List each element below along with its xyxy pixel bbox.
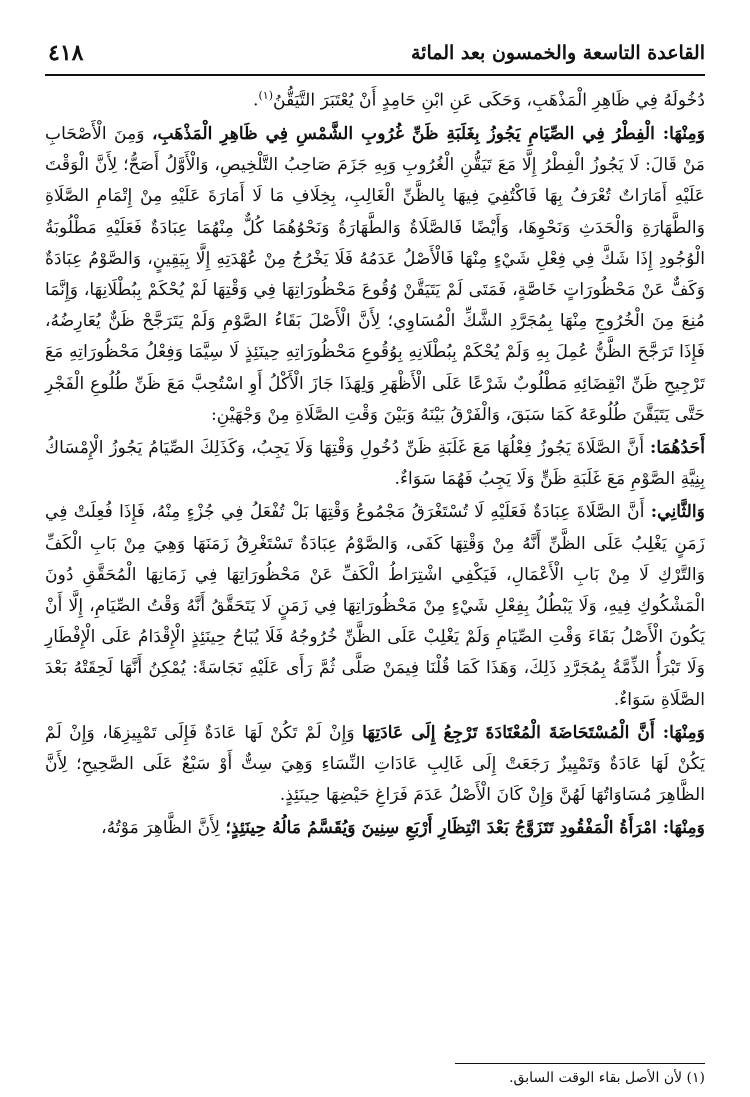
paragraph-tail: . [253, 90, 259, 111]
paragraph-lead: وَمِنْهَا: امْرَأَةُ الْمَفْقُودِ تَتَزَوَّجُ بَعْدَ انْتِظَارِ أَرْبَعِ سِنِينَ وَيُقَسَّمُ مَالُهُ حِينَئِذٍ؛ [225, 818, 705, 839]
footnote-marker[interactable]: (١) [258, 89, 273, 102]
paragraph-lead: وَمِنْهَا: أَنَّ الْمُسْتَحَاضَةَ الْمُعْتَادَةَ تَرْجِعُ إِلَى عَادَتِهَا [362, 722, 705, 743]
paragraph [45, 813, 705, 844]
paragraph [45, 497, 705, 715]
paragraph-lead: وَالثَّانِي: [650, 502, 705, 523]
paragraph-lead: أَحَدُهُمَا: [649, 437, 705, 458]
paragraph-text: لِأَنَّ الظَّاهِرَ مَوْتُهُ، [101, 818, 221, 839]
paragraph-text: أَنَّ الصَّلَاةَ عِبَادَةٌ فَعَلَيْهِ لَا تُسْتَغْرَقُ مَجْمُوعُ وَقْتِهَا بَلْ تُفْعَلُ فِي جُزْءٍ مِنْهُ، فَإِذَا فُعِلَتْ فِي زَمَنٍ يَغْلِبُ عَلَى الظَّنِّ أَنَّهُ مِنْ وَقْتِهَا كَفَى، وَالصَّوْمُ عِبَادَةٌ تَسْتَغْرِقُ زَمَنَهَا وَهِيَ مِنْ بَابِ الْكَفِّ وَالتَّرْكِ لَا مِنْ بَابِ الْأَعْمَالِ، فَيَكْفِي اشْتِرَاطُ الْكَفِّ عَنْ مَحْظُورَاتِهَا فِي زَمَانِهَا الْمُحَقَّقِ دُونَ الْمَشْكُوكِ فِيهِ، وَلَا يَبْطُلُ بِفِعْلِ شَيْءٍ مِنْ مَحْظُورَاتِهَا فِي زَمَنٍ لَا يَتَحَقَّقُ أَنَّهُ وَقْتُ الصِّيَامِ، إِلَّا أَنْ يَكُونَ الْأَصْلُ بَقَاءَ وَقْتِ الصِّيَامِ وَلَمْ يَغْلِبْ عَلَى الظَّنِّ خُرُوجُهُ فَلَا يُبَاحُ حِينَئِذٍ الْإِقْدَامُ عَلَى الْإِفْطَارِ وَلَا تَبْرَأُ الذِّمَّةُ بِمُجَرَّدِ ذَلِكَ، وَهَذَا كَمَا قُلْنَا فِيمَنْ صَلَّى ثُمَّ رَأَى عَلَيْهِ نَجَاسَةً: يُمْكِنُ أَنَّهَا لَحِقَتْهُ بَعْدَ الصَّلَاةِ سَوَاءٌ. [45, 502, 705, 710]
chapter-title: القاعدة التاسعة والخمسون بعد المائة [410, 42, 705, 64]
main-text [45, 80, 705, 845]
paragraph [45, 119, 705, 431]
paragraph-text: وَإِنْ لَمْ تَكُنْ لَهَا عَادَةٌ فَإِلَى تَمْيِيزِهَا، وَإِنْ لَمْ يَكُنْ لَهَا عَادَةٌ وَتَمْيِيزٌ رَجَعَتْ إِلَى غَالِبِ عَادَاتِ النِّسَاءِ وَهِيَ سِتٌّ أَوْ سَبْعٌ عَلَى الصَّحِيحِ؛ لِأَنَّ الظَّاهِرَ مُسَاوَاتُهَا لَهُنَّ وَإِنْ كَانَ الْأَصْلُ عَدَمَ فَرَاغِ حَيْضِهَا حِينَئِذٍ. [45, 722, 705, 806]
paragraph-text: أَنَّ الصَّلَاةَ يَجُوزُ فِعْلُهَا مَعَ غَلَبَةِ ظَنِّ دُخُولِ وَقْتِهَا وَلَا يَجِبُ، وَكَذَلِكَ الصِّيَامُ يَجُوزُ الْإِمْسَاكُ بِنِيَّةِ الصَّوْمِ مَعَ غَلَبَةِ ظَنٍّ وَلَا يَجِبُ فَهُمَا سَوَاءٌ. [45, 437, 705, 490]
paragraph [45, 718, 705, 812]
running-header [48, 34, 705, 72]
header-divider [45, 74, 705, 76]
footnote: (١) لأن الأصل بقاء الوقت السابق. [509, 1070, 705, 1086]
paragraph [45, 433, 705, 495]
page-number: ٤١٨ [48, 40, 84, 66]
paragraph-text: دُخُولَهُ فِي ظَاهِرِ الْمَذْهَبِ، وَحَكَى عَنِ ابْنِ حَامِدٍ أَنْ يُعْتَبَرَ التَّيَقُّنُ [272, 90, 705, 111]
paragraph-lead: وَمِنْهَا: الْفِطْرُ فِي الصِّيَامِ يَجُوزُ بِغَلَبَةِ ظَنِّ غُرُوبِ الشَّمْسِ فِي ظَاهِرِ الْمَذْهَبِ، [151, 123, 705, 144]
paragraph-text: وَمِنَ الْأَصْحَابِ مَنْ قَالَ: لَا يَجُوزُ الْفِطْرُ إِلَّا مَعَ تَيَقُّنِ الْغُرُوبِ وَبِهِ جَزَمَ صَاحِبُ التَّلْخِيصِ، وَالْأَوَّلُ أَصَحُّ؛ لِأَنَّ الْوَقْتَ عَلَيْهِ أَمَارَاتٌ تُعْرَفُ بِهَا فَاكْتُفِيَ فِيهَا بِالظَّنِّ الْغَالِبِ، بِخِلَافِ مَا لَا أَمَارَةَ عَلَيْهِ مِنْ إِتْمَامِ الصَّلَاةِ وَالطَّهَارَةِ وَالْحَدَثِ وَنَحْوِهَا، وَأَيْضًا فَالصَّلَاةُ وَالطَّهَارَةُ وَنَحْوُهُمَا كُلٌّ مِنْهُمَا عِبَادَةٌ فَعَلَيْهِ مَطْلُوبَةُ الْوُجُودِ إِذَا شَكَّ فِي فِعْلِ شَيْءٍ مِنْهَا فَالْأَصْلُ عَدَمُهُ فَلَا يَخْرُجُ مِنْ عُهْدَتِهِ إِلَّا بِيَقِينٍ، وَالصَّوْمُ عِبَادَةٌ وَكَفٌّ عَنْ مَحْظُورَاتٍ خَاصَّةٍ، فَمَتَى لَمْ يَتَيَقَّنْ وُقُوعَ مَحْظُورَاتِهَا فِي وَقْتِهَا لَمْ يُحْكَمْ بِبُطْلَانِهَا، وَإِنَّمَا مُنِعَ مِنَ الْخُرُوجِ مِنْهَا بِمُجَرَّدِ الشَّكِّ الْمُسَاوِي؛ لِأَنَّ الْأَصْلَ بَقَاءُ الصَّوْمِ وَلَمْ يَتَرَجَّحْ ظَنٌّ يُعَارِضُهُ، فَإِذَا تَرَجَّحَ الظَّنُّ عُمِلَ بِهِ وَلَمْ يُحْكَمْ بِبُطْلَانِهِ بِوُقُوعِ مَحْظُورَاتِهِ حِينَئِذٍ لَا سِيَّمَا وَفِعْلُ مَحْظُورَاتِهِ مَعَ تَرْجِيحِ ظَنِّ انْقِضَائِهِ مَطْلُوبٌ شَرْعًا عَلَى الْأَظْهَرِ وَلِهَذَا جَازَ الْأَكْلُ أَوِ اسْتُحِبَّ مَعَ ظَنِّ طُلُوعِ الْفَجْرِ حَتَّى يَتَيَقَّنَ طُلُوعَهُ كَمَا سَبَقَ، وَالْفَرْقُ بَيْنَهُ وَبَيْنَ وَقْتِ الصَّلَاةِ مِنْ وَجْهَيْنِ: [45, 123, 705, 425]
paragraph [45, 80, 705, 117]
footnote-divider [455, 1063, 705, 1064]
